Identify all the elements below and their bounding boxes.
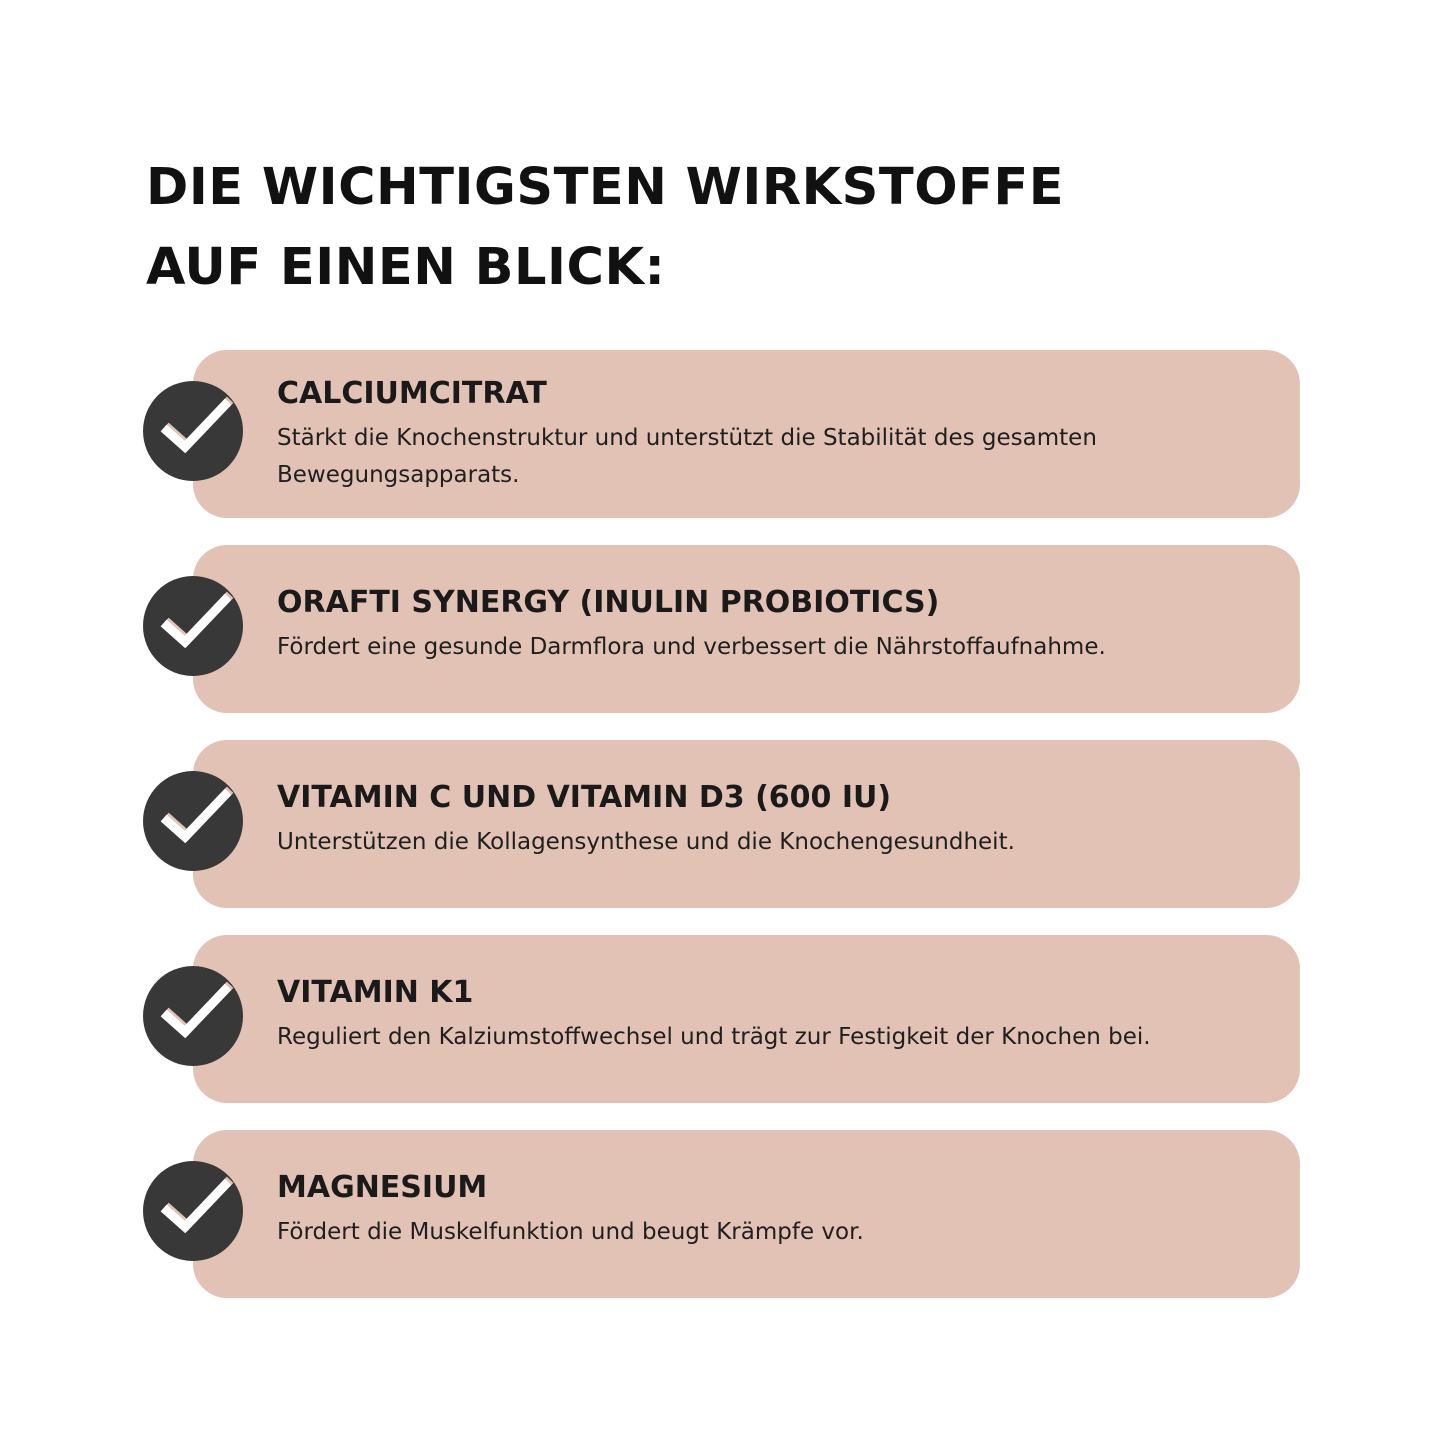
ingredient-title: MAGNESIUM <box>277 1170 488 1205</box>
ingredient-description: Stärkt die Knochenstruktur und unterstützt die Stabilität des gesamten Bewegungsapparats. <box>277 425 1097 488</box>
ingredient-description: Fördert eine gesunde Darmflora und verbessert die Nährstoffaufnahme. <box>277 634 1106 660</box>
ingredient-list <box>143 350 1303 1325</box>
ingredient-item-orafti-synergy <box>143 545 1303 713</box>
check-icon <box>143 966 243 1066</box>
ingredient-title: VITAMIN K1 <box>277 975 474 1010</box>
ingredient-description: Unterstützen die Kollagensynthese und die Knochengesundheit. <box>277 829 1015 855</box>
check-icon <box>143 1161 243 1261</box>
check-icon <box>143 771 243 871</box>
ingredient-item-vitamin-k1 <box>143 935 1303 1103</box>
check-icon <box>143 381 243 481</box>
ingredient-title: ORAFTI SYNERGY (INULIN PROBIOTICS) <box>277 585 940 620</box>
check-icon <box>143 576 243 676</box>
ingredient-item-magnesium <box>143 1130 1303 1298</box>
ingredient-item-vitamin-c-d3 <box>143 740 1303 908</box>
ingredient-item-calciumcitrat <box>143 350 1303 518</box>
ingredient-title: CALCIUMCITRAT <box>277 376 547 411</box>
ingredient-description: Reguliert den Kalziumstoffwechsel und trägt zur Festigkeit der Knochen bei. <box>277 1024 1151 1050</box>
ingredient-title: VITAMIN C UND VITAMIN D3 (600 IU) <box>277 780 892 815</box>
page-title-line-1: DIE WICHTIGSTEN WIRKSTOFFE <box>146 158 1065 217</box>
page-title <box>146 148 1064 308</box>
page-title-line-2: AUF EINEN BLICK: <box>146 238 666 297</box>
ingredient-description: Fördert die Muskelfunktion und beugt Krämpfe vor. <box>277 1219 864 1245</box>
